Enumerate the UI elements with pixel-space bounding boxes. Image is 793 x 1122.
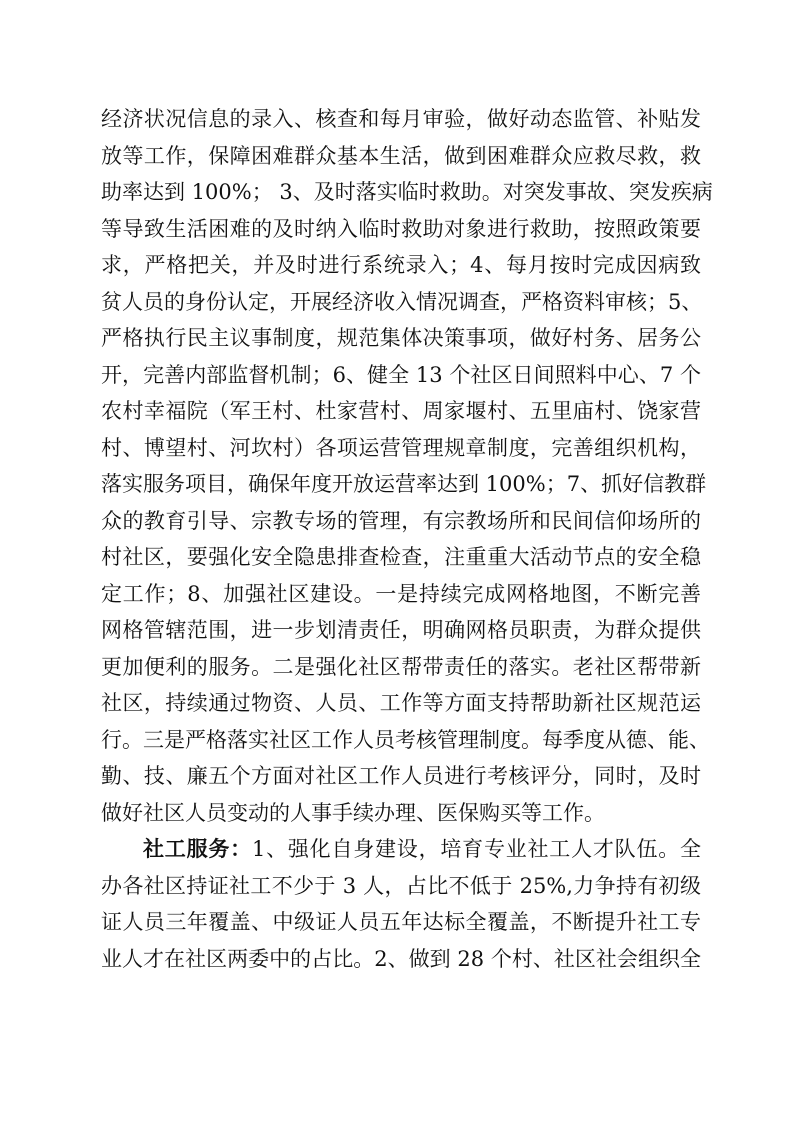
text-line: 农村幸福院（军王村、杜家营村、周家堰村、五里庙村、饶家营	[101, 399, 701, 423]
text-line: 社区，持续通过物资、人员、工作等方面支持帮助新社区规范运	[101, 691, 701, 715]
text-line: 助率达到 100%； 3、及时落实临时救助。对突发事故、突发疾病	[101, 180, 713, 204]
text-line: 网格管辖范围，进一步划清责任，明确网格员职责，为群众提供	[101, 618, 701, 642]
text-line: 众的教育引导、宗教专场的管理，有宗教场所和民间信仰场所的	[101, 508, 701, 533]
text-line: 放等工作，保障困难群众基本生活，做到困难群众应救尽救，救	[101, 143, 701, 168]
text-line: 开，完善内部监督机制；6、健全 13 个社区日间照料中心、7 个	[101, 362, 701, 387]
text-line: 行。三是严格落实社区工作人员考核管理制度。每季度从德、能、	[101, 727, 710, 752]
text-line: 业人才在社区两委中的占比。2、做到 28 个村、社区社会组织全	[101, 946, 701, 971]
section-heading: 社工服务：	[143, 836, 252, 861]
text-line: 做好社区人员变动的人事手续办理、医保购买等工作。	[101, 800, 605, 825]
paragraph-social-assistance	[101, 101, 713, 831]
text-line	[101, 831, 701, 868]
text-line: 贫人员的身份认定，开展经济收入情况调查，严格资料审核；5、	[101, 289, 703, 314]
text-line: 勤、技、廉五个方面对社区工作人员进行考核评分，同时，及时	[101, 764, 701, 788]
text-line: 严格执行民主议事制度，规范集体决策事项，做好村务、居务公	[101, 326, 701, 350]
body-text	[101, 101, 713, 977]
text-line: 村社区，要强化安全隐患排查检查，注重重大活动节点的安全稳	[101, 545, 701, 569]
text-line: 求，严格把关，并及时进行系统录入；4、每月按时完成因病致	[101, 253, 701, 277]
text-line: 村、博望村、河坎村）各项运营管理规章制度，完善组织机构，	[101, 435, 701, 460]
text-line: 落实服务项目，确保年度开放运营率达到 100%；7、抓好信教群	[101, 472, 707, 496]
heading-line-text: 1、强化自身建设，培育专业社工人才队伍。全	[251, 837, 702, 861]
text-line: 证人员三年覆盖、中级证人员五年达标全覆盖，不断提升社工专	[101, 910, 701, 934]
text-line: 等导致生活困难的及时纳入临时救助对象进行救助，按照政策要	[101, 216, 701, 241]
paragraph-social-work-services	[101, 831, 701, 977]
text-line: 更加便利的服务。二是强化社区帮带责任的落实。老社区帮带新	[101, 654, 701, 679]
text-line: 经济状况信息的录入、核查和每月审验，做好动态监管、补贴发	[101, 107, 701, 131]
text-line: 办各社区持证社工不少于 3 人，占比不低于 25%,力争持有初级	[101, 873, 701, 898]
text-line: 定工作；8、加强社区建设。一是持续完成网格地图，不断完善	[101, 581, 701, 606]
